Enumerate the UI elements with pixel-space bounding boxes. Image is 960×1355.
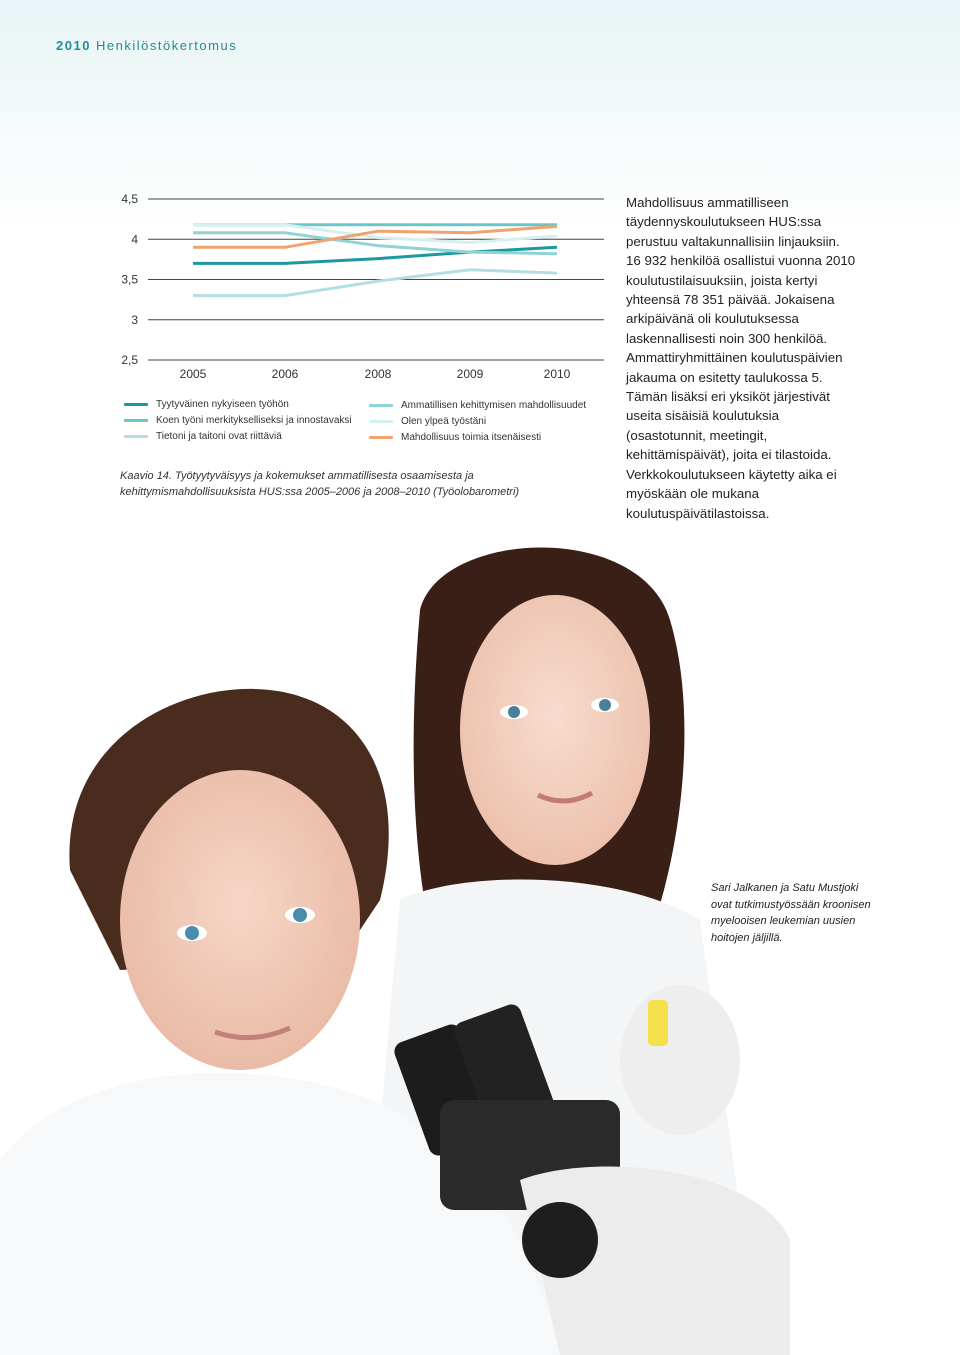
y-tick-label: 4	[131, 232, 138, 247]
photo-caption: Sari Jalkanen ja Satu Mustjoki ovat tutkimustyössään kroonisen myelooisen leukemian uusien hoitojen jäljillä.	[711, 882, 871, 944]
legend-swatch	[124, 435, 148, 438]
legend-item	[124, 428, 352, 444]
chart-caption: Kaavio 14. Työtyytyväisyys ja kokemukset ammatillisesta osaamisesta ja kehittymismahdollisuuksista HUS:ssa 2005–2006 ja 2008–2010 (Työolobarometri)	[120, 470, 520, 498]
legend-label: Olen ylpeä työstäni	[401, 415, 487, 427]
y-tick-label: 2,5	[121, 353, 138, 367]
series-line	[193, 247, 557, 263]
legend-label: Ammatillisen kehittymisen mahdollisuudet	[401, 399, 587, 411]
legend-right	[369, 397, 586, 445]
legend-label: Tietoni ja taitoni ovat riittäviä	[156, 430, 282, 442]
legend-item	[124, 412, 352, 428]
legend-swatch	[369, 420, 393, 423]
legend-label: Koen työni merkitykselliseksi ja innostavaksi	[156, 414, 352, 426]
x-tick-label: 2005	[179, 367, 207, 381]
y-tick-label: 3	[131, 312, 138, 327]
legend-item	[369, 413, 586, 429]
legend-swatch	[124, 403, 148, 406]
x-tick-label: 2006	[271, 367, 299, 381]
body-paragraph: Mahdollisuus ammatilliseen täydennyskoulutukseen HUS:ssa perustuu valtakunnallisiin linjauksiin. 16 932 henkilöä osallistui vuonna 2010 koulutustilaisuuksiin, joista kertyi yhteensä 78 351 päivää. Jokaisena arkipäivänä oli koulutuksessa laskennallisesti noin 300 henkilöä. Ammattiryhmittäinen koulutuspäivien jakauma on esitetty taulukossa 5. Tämän lisäksi eri yksiköt järjestivät useita sisäisiä koulutuksia (osastotunnit, meetingit, kehittämispäivät), joita ei tilastoida. Verkkokoulutukseen käytetty aika ei myöskään ole mukana koulutuspäivätilastoissa.	[626, 195, 856, 521]
series-line	[193, 270, 557, 296]
legend-label: Mahdollisuus toimia itsenäisesti	[401, 431, 542, 443]
legend-swatch	[124, 419, 148, 422]
x-tick-label: 2008	[364, 367, 392, 381]
photo-two-researchers	[0, 540, 960, 1355]
legend-left	[124, 396, 352, 444]
legend-item	[369, 397, 586, 413]
y-tick-label: 3,5	[121, 272, 138, 287]
x-tick-label: 2010	[543, 367, 571, 381]
x-tick-label: 2009	[456, 367, 484, 381]
legend-label: Tyytyväinen nykyiseen työhön	[156, 398, 289, 410]
header-title: Henkilöstökertomus	[96, 38, 238, 53]
legend-swatch	[369, 436, 393, 439]
legend-item	[124, 396, 352, 412]
legend-item	[369, 429, 586, 445]
legend-swatch	[369, 404, 393, 407]
y-tick-label: 4,5	[121, 192, 138, 206]
header-year: 2010	[56, 38, 91, 53]
